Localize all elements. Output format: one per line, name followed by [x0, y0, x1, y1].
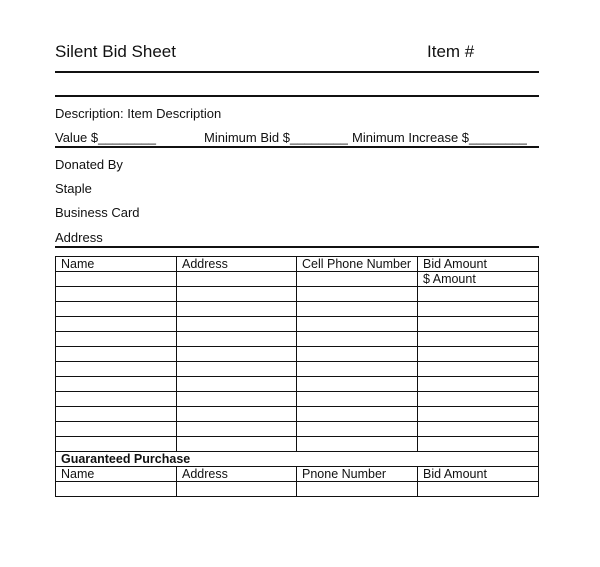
- staple-label: Staple: [55, 181, 92, 196]
- table-row: [56, 437, 539, 452]
- table-row: [56, 332, 539, 347]
- header-rule-bottom: [55, 95, 539, 97]
- table-row: [56, 422, 539, 437]
- column-header-bid-amount: Bid Amount: [418, 257, 539, 272]
- table-row: [56, 302, 539, 317]
- gp-header-address: Address: [177, 467, 297, 482]
- table-row: [56, 482, 539, 497]
- donor-rule: [55, 246, 539, 248]
- gp-header-phone: Pnone Number: [297, 467, 418, 482]
- business-card-label: Business Card: [55, 205, 140, 220]
- pricing-rule: [55, 146, 539, 148]
- table-row: [56, 287, 539, 302]
- minimum-increase-field: Minimum Increase $________: [352, 130, 527, 145]
- sheet-title: Silent Bid Sheet: [55, 42, 176, 61]
- column-header-address: Address: [177, 257, 297, 272]
- value-field: Value $________: [55, 130, 156, 145]
- table-row: [56, 362, 539, 377]
- header-rule-top: [55, 71, 539, 73]
- bid-table: [55, 256, 539, 497]
- minimum-bid-field: Minimum Bid $________: [204, 130, 348, 145]
- table-row: [56, 377, 539, 392]
- first-bid-amount: $ Amount: [418, 272, 539, 287]
- gp-header-name: Name: [56, 467, 177, 482]
- table-row: [56, 272, 539, 287]
- address-label: Address: [55, 230, 103, 245]
- gp-header-bid-amount: Bid Amount: [418, 467, 539, 482]
- guaranteed-purchase-heading: Guaranteed Purchase: [56, 452, 539, 467]
- column-header-name: Name: [56, 257, 177, 272]
- table-row: [56, 347, 539, 362]
- bid-table-header: [56, 257, 539, 272]
- table-row: [56, 407, 539, 422]
- donated-by-label: Donated By: [55, 157, 123, 172]
- description-label: Description: Item Description: [55, 106, 222, 121]
- guaranteed-purchase-row: [56, 452, 539, 467]
- column-header-cell-phone: Cell Phone Number: [297, 257, 418, 272]
- table-row: [56, 317, 539, 332]
- guaranteed-header: [56, 467, 539, 482]
- table-row: [56, 392, 539, 407]
- item-number-label: Item #: [427, 42, 475, 61]
